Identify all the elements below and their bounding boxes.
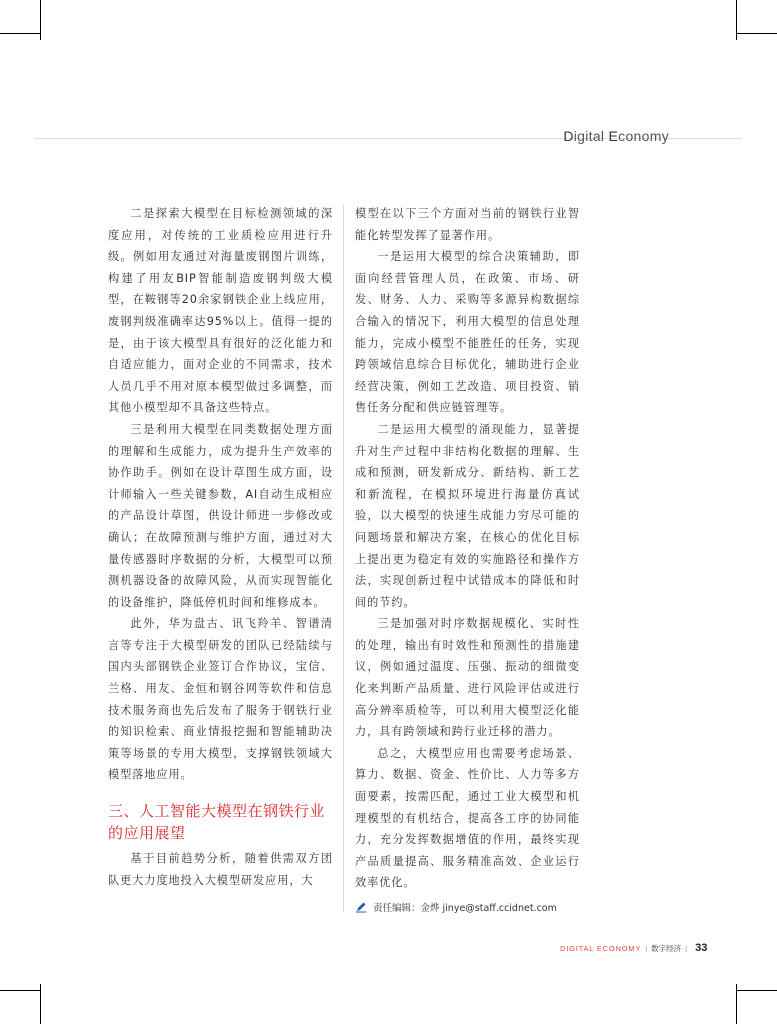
header-letter-e: E [608, 128, 619, 144]
crop-mark [40, 0, 41, 40]
editor-text: 责任编辑：金烨 jinye@staff.ccidnet.com [373, 903, 557, 914]
crop-mark [737, 33, 777, 34]
crop-mark [737, 990, 777, 991]
footer-separator: | [645, 943, 648, 953]
crop-mark [40, 984, 41, 1024]
pencil-icon [355, 901, 367, 913]
header-word-igital: igital [573, 128, 609, 144]
footer-section: 数字经济 [651, 943, 682, 953]
header-letter-d: D [563, 128, 574, 144]
crop-mark [0, 33, 40, 34]
paragraph: 总之，大模型应用也需要考虑场景、算力、数据、资金、性价比、人力等多方面要素，按需匹配，通过工业大模型和机理模型的有机结合，提高各工序的协同能力，充分发挥数据增值的作用，最终实现产品质量提高、服务精准高效、企业运行效率优化。 [355, 746, 580, 890]
left-column [108, 203, 333, 891]
crop-mark [0, 990, 40, 991]
paragraph: 三是加强对时序数据规模化、实时性的处理，输出有时效性和预测性的措施建议，例如通过温度、压强、振动的细微变化来判断产品质量、进行风险评估或进行高分辨率质检等，可以利用大模型泛化能力，具有跨领域和跨行业迁移的潜力。 [355, 617, 580, 739]
paragraph: 二是探索大模型在目标检测领域的深度应用，对传统的工业质检应用进行升级。例如用友通过对海量废钢图片训练，构建了用友BIP智能制造废钢判级大模型，在鞍钢等20余家钢铁企业上线应用，废钢判级准确率达95%以上。值得一提的是，由于该大模型具有很好的泛化能力和自适应能力，面对企业的不同需求，技术人员几乎不用对原本模型做过多调整，而其他小模型却不具备这些特点。 [108, 207, 333, 415]
paragraph: 三是利用大模型在同类数据处理方面的理解和生成能力，成为提升生产效率的协作助手。例如在设计草图生成方面，设计师输入一些关键参数，AI自动生成相应的产品设计草图，供设计师进一步修改或确认；在故障预测与维护方面，通过对大量传感器时序数据的分析，大模型可以预测机器设备的故障风险，从而实现智能化的设备维护，降低停机时间和维修成本。 [108, 422, 333, 609]
crop-mark [736, 984, 737, 1024]
paragraph: 此外，华为盘古、讯飞羚羊、智谱清言等专注于大模型研发的团队已经陆续与国内头部钢铁企业签订合作协议，宝信、兰格、用友、金恒和钢谷网等软件和信息技术服务商也先后发布了服务于钢铁行业的知识检索、商业情报挖掘和智能辅助决策等场景的专用大模型，支撑钢铁领域大模型落地应用。 [108, 617, 333, 782]
section-header [563, 128, 669, 144]
column-divider [343, 205, 344, 912]
header-word-conomy: conomy [618, 128, 669, 144]
section-heading: 三、人工智能大模型在钢铁行业的应用展望 [108, 802, 326, 843]
crop-mark [736, 0, 737, 40]
paragraph: 一是运用大模型的综合决策辅助，即面向经营管理人员，在政策、市场、研发、财务、人力、采购等多源异构数据综合输入的情况下，利用大模型的信息处理能力，完成小模型不能胜任的任务，实现跨领域信息综合目标优化，辅助进行企业经营决策，例如工艺改造、项目投资、销售任务分配和供应链管理等。 [355, 250, 580, 415]
right-column [355, 203, 580, 914]
footer-brand: DIGITAL ECONOMY [560, 943, 642, 953]
page-footer [560, 942, 707, 954]
footer-separator: | [685, 943, 688, 953]
paragraph: 二是运用大模型的涌现能力，显著提升对生产过程中非结构化数据的理解、生成和预测，研发新成分、新结构、新工艺和新流程，在模拟环境进行海量仿真试验，以大模型的快速生成能力穷尽可能的问题场景和解决方案，在核心的优化目标上提出更为稳定有效的实施路径和操作方法，实现创新过程中试错成本的降低和时间的节约。 [355, 422, 580, 609]
paragraph: 基于目前趋势分析，随着供需双方团队更大力度地投入大模型研发应用，大 [108, 852, 333, 887]
editor-credit [355, 900, 580, 914]
page-number: 33 [695, 942, 708, 954]
paragraph: 模型在以下三个方面对当前的钢铁行业智能化转型发挥了显著作用。 [355, 207, 580, 242]
